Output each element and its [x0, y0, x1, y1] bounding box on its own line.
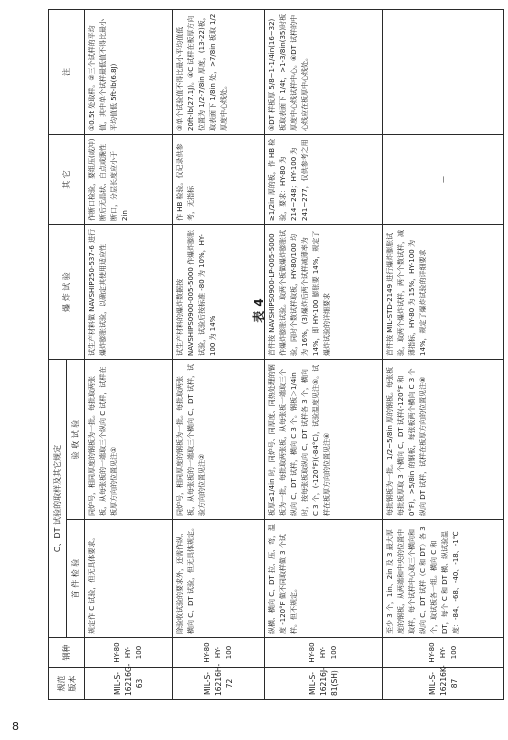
explosion-cell: 首件按 MIL-STD-2149 进行爆炸膨胀试验，取两个爆炸试样，两个个数试样，减薄指标，HY-80 为 15%，HY-100 为 14%，规定了爆炸试验的详细要求 [383, 225, 504, 360]
explosion-cell: 首件按 NAVSHIPS0900-LP-005-5000 作爆炸膨胀试验。取两个板做爆炸膨胀试验，同时个数试样取板，HY-80/100 均为 16%，(3)爆炸后两个试样减薄率为 14%，即 HY-100 膨胀要 14%，规定了爆炸试验的详细要求 [265, 225, 383, 360]
notes-cell [383, 10, 504, 135]
other-cell: 作断口检验，要组压(或冲)断后无晶状、白点或脆性断口，分层长度应小于 2in [85, 135, 173, 225]
grade-cell: HY-80 HY-100 [85, 638, 173, 668]
table-sheet [48, 10, 503, 700]
acceptance-cell: 同炉号，相同厚度的钢板为一批。每批取两张板，从每张板的一端取三个纵向 C 试样，试样在板厚方向的位置见注① [85, 360, 173, 520]
acceptance-cell: 同炉号，相同厚度的钢板为一批。每批取两张板，从每张板的一端取三个横向 C、DT 试样，试验方向的位置见注② [173, 360, 265, 520]
table-row [265, 10, 383, 700]
grade-cell: HY-80 HY-100 [383, 638, 504, 668]
explosion-cell: 试生产材料的爆炸数据按 NAVSHIPS0900-005-5000 作爆炸膨胀试验，试验后按标准 -80 为 10%，HY-100 为 14% [173, 225, 265, 360]
explosion-cell: 试生产材料做 NAVSHIP250-537-6 进行爆炸膨胀试验，以确定其使用适应性 [85, 225, 173, 360]
col-spec-version: 规范 版本 [49, 668, 85, 700]
first-test-cell: 规定作 C 试验，但无具体要求。 [85, 520, 173, 638]
table-row [383, 10, 504, 700]
acceptance-cell: 板厚≤1/4in 时，同炉号、同厚度、同热处理的钢板为一批，每批取两张板，从每张板一端取三个纵向 C、DT 试样，横向 C 3 个。钢板＞1/4in 时，按每张板取纵向 C、DT 试样各 3 个，横向 C 3 个，(-120°F)(-84°C)，试验温度见注⑤。试样在板厚方向的位置见注⑥ [265, 360, 383, 520]
col-other: 其 它 [49, 135, 85, 225]
spec-cell: MIL-S-16216J-81(SH) [265, 668, 383, 700]
table-title: 表 4 [251, 298, 266, 323]
table-row [85, 10, 173, 700]
col-first-test: 首 件 检 验 [67, 520, 85, 638]
first-test-cell: 除验收试验的要求外，还需作纵、横向 C、DT 试验，但无具体规定。 [173, 520, 265, 638]
spec-cell: MIL-S-16216H-72 [173, 668, 265, 700]
acceptance-cell: 每批钢板为一批。1/2~5/8in 厚的钢板。每张板每批板厚取 3 个横向 C、DT 试样(-120°F 和 0°F)，>5/8in 的钢板，每张板两个横向 C 3 个纵向 DT 试样，试样在板厚方向的位置见注⑧ [383, 360, 504, 520]
first-test-cell: 至少 3 个，1in、2in 及 3 最大厚度的钢板，从两端和中央的位置中取样，每个试样中心取三个横向和纵向 C、DT 试样（C 和 DT）各 3 个，取试板各一组。横向 C 和 DT，每个 C 和 DT 横、纵试验温度：-84、-68、-40、-18、-1℃ [383, 520, 504, 638]
other-cell: 作 HB 检验。仅记录供参考，无指标 [173, 135, 265, 225]
first-test-cell: 纵横、横向 C、DT 拉、压、弯，温度 -120°F 做不同取样做 3 个试样。但不规定。 [265, 520, 383, 638]
grade-cell: HY-80 HY-100 [173, 638, 265, 668]
page-number: 8 [12, 720, 19, 733]
col-notes: 注 [49, 10, 85, 135]
spec-cell: MIL-S-16216K-87 [383, 668, 504, 700]
col-group-title: C、DT 试验的取样及其它规定 [49, 360, 67, 638]
other-cell: — [383, 135, 504, 225]
notes-cell: ⑤DT 样板厚 5/8~1-1/4in(16~32)板取表面下 1/4t，>1-3/8in(35)时板厚度中心线试样中心。⑥DT 试样的中心线应在板厚中心线处。 [265, 10, 383, 135]
notes-cell: ①0.5t 处取样。②三个试样的平均值，其中单个试样最低值不得比最小平均值低 5ft-lb(6.8J) [85, 10, 173, 135]
col-acceptance: 验 收 试 验 [67, 360, 85, 520]
spec-table [48, 9, 504, 700]
grade-cell: HY-80 HY-100 [265, 638, 383, 668]
spec-cell: MIL-S-16216G-63 [85, 668, 173, 700]
notes-cell: ③单个试验值不得比最小平均值低 20ft-lb(27.1J)。④C 试样在板厚方向位置为 1/2-7/8in 厚度，(13-22)板，取表面下 1/8in 处，>7/8in 板取 1/2 厚度中心线处。 [173, 10, 265, 135]
col-steel-grade: 钢种 [49, 638, 85, 668]
table-row [173, 10, 265, 700]
other-cell: ≥1/2in 厚的板，作 HB 检验，要求：HY-80 为 214~248；HY-100 为 241~277，仅供参考之用 [265, 135, 383, 225]
col-explosion: 爆 炸 试 验 [49, 225, 85, 360]
